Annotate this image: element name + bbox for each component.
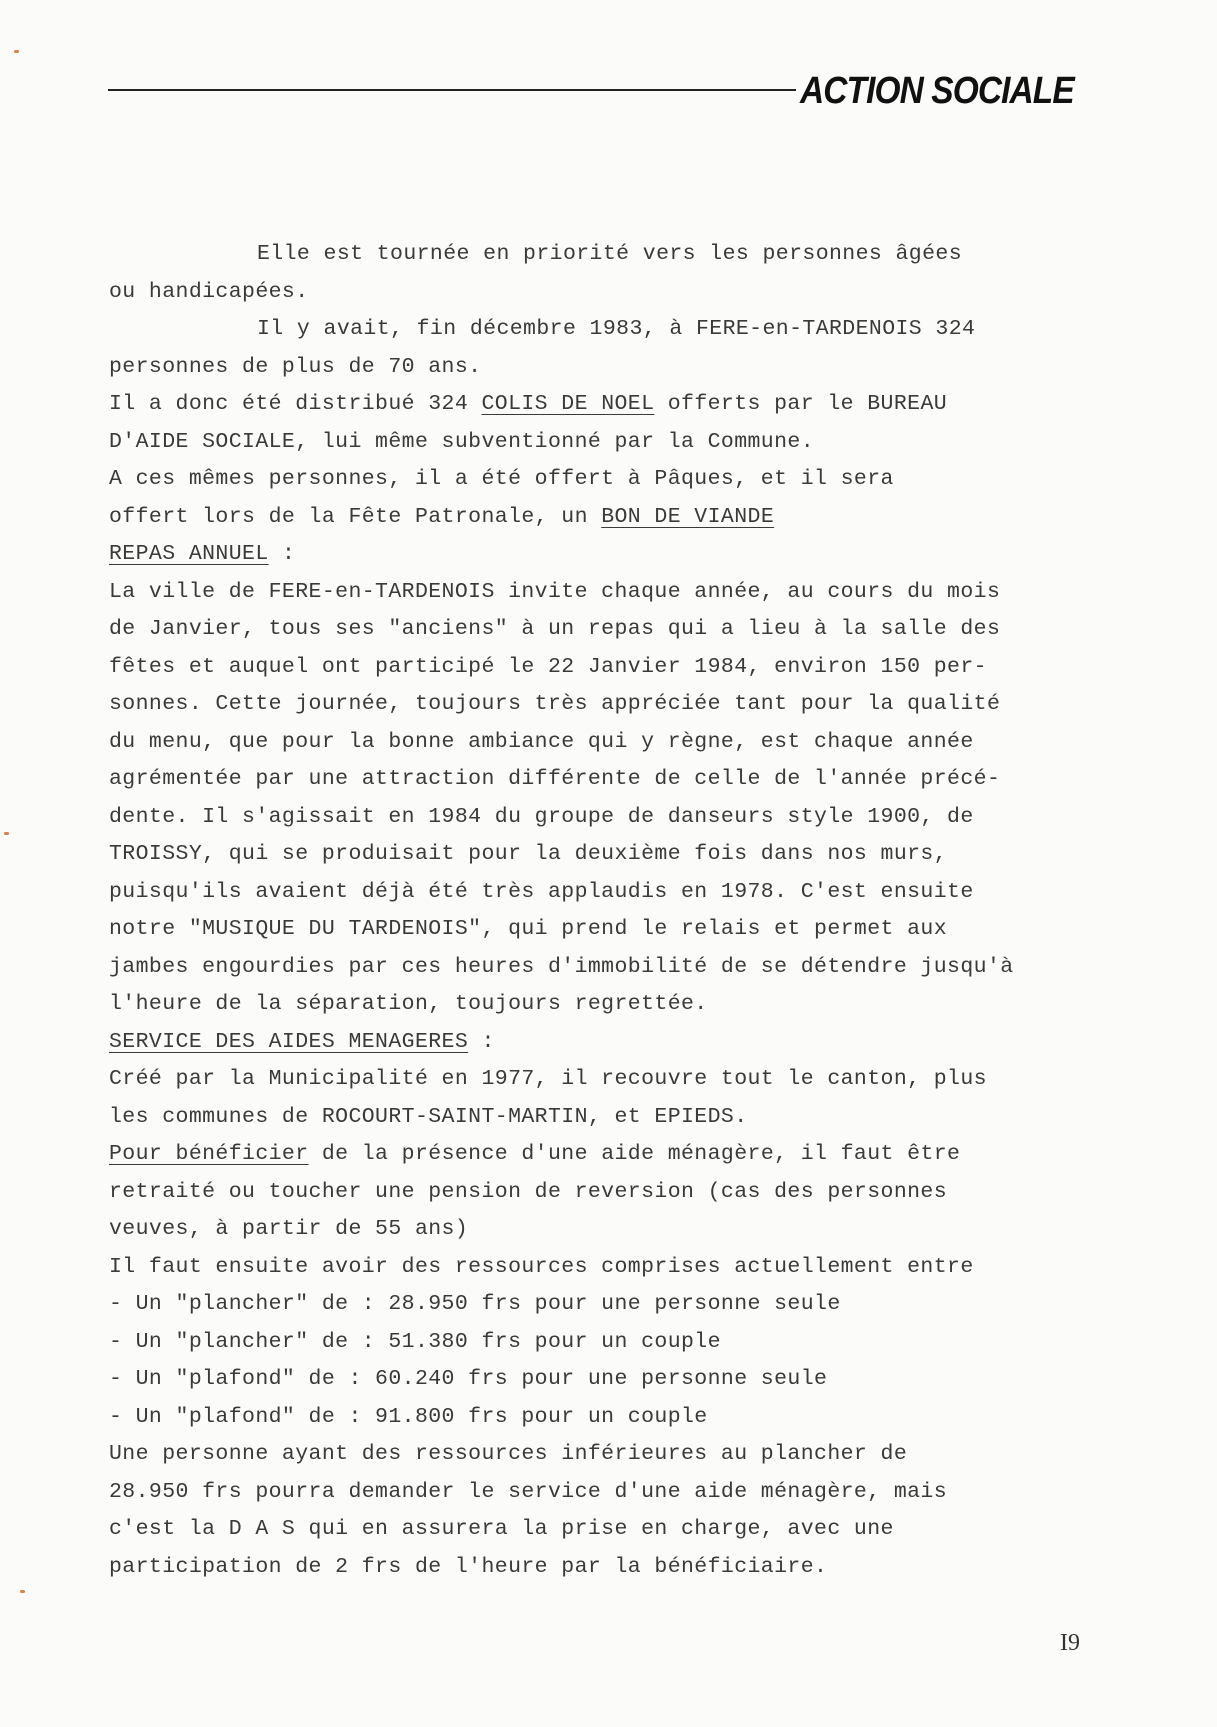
intro-line: Il y avait, fin décembre 1983, à FERE-en-TARDENOIS 324 [257, 317, 976, 341]
service-heading: SERVICE DES AIDES MENAGERES : [109, 1029, 495, 1054]
intro-line: Elle est tournée en priorité vers les personnes âgées [257, 242, 963, 266]
resource-item: - Un "plafond" de : 60.240 frs pour une personne seule [109, 1367, 828, 1391]
closing-line: 28.950 frs pourra demander le service d'une aide ménagère, mais [109, 1479, 948, 1504]
service-line: retraité ou toucher une pension de reversion (cas des personnes [109, 1179, 948, 1204]
repas-line: de Janvier, tous ses "anciens" à un repas qui a lieu à la salle des [109, 617, 1001, 641]
closing-line: Une personne ayant des ressources inférieures au plancher de [109, 1442, 908, 1466]
resource-item: - Un "plafond" de : 91.800 frs pour un couple [109, 1404, 708, 1429]
document-body [109, 236, 1139, 1586]
repas-line: fêtes et auquel ont participé le 22 Janvier 1984, environ 150 per- [109, 654, 987, 679]
service-line: Pour bénéficier de la présence d'une aide ménagère, il faut être [109, 1142, 961, 1166]
intro-line: personnes de plus de 70 ans. [109, 354, 482, 379]
closing-line: c'est la D A S qui en assurera la prise en charge, avec une [109, 1517, 894, 1541]
repas-line: dente. Il s'agissait en 1984 du groupe de danseurs style 1900, de [109, 804, 974, 829]
repas-line: l'heure de la séparation, toujours regrettée. [109, 992, 708, 1016]
repas-line: du menu, que pour la bonne ambiance qui y règne, est chaque année [109, 729, 974, 754]
resource-item: - Un "plancher" de : 51.380 frs pour un couple [109, 1329, 721, 1354]
intro-line: A ces mêmes personnes, il a été offert à Pâques, et il sera [109, 467, 894, 491]
repas-line: jambes engourdies par ces heures d'immobilité de se détendre jusqu'à [109, 954, 1014, 979]
repas-heading: REPAS ANNUEL : [109, 542, 296, 566]
repas-line: TROISSY, qui se produisait pour la deuxième fois dans nos murs, [109, 842, 948, 866]
pour-beneficier-text: Pour bénéficier [109, 1142, 309, 1166]
paper-speck [4, 832, 9, 835]
intro-line: ou handicapées. [109, 279, 309, 304]
service-line: veuves, à partir de 55 ans) [109, 1217, 469, 1241]
paper-speck [20, 1590, 25, 1593]
service-line: les communes de ROCOURT-SAINT-MARTIN, et EPIEDS. [109, 1104, 748, 1129]
repas-line: notre "MUSIQUE DU TARDENOIS", qui prend le relais et permet aux [109, 917, 948, 941]
repas-line: sonnes. Cette journée, toujours très appréciée tant pour la qualité [109, 692, 1001, 716]
repas-line: La ville de FERE-en-TARDENOIS invite chaque année, au cours du mois [109, 579, 1001, 604]
header-rule [108, 89, 796, 91]
intro-line: offert lors de la Fête Patronale, un BON DE VIANDE [109, 504, 775, 529]
intro-line: D'AIDE SOCIALE, lui même subventionné par la Commune. [109, 429, 815, 454]
service-line: Créé par la Municipalité en 1977, il recouvre tout le canton, plus [109, 1067, 987, 1091]
bon-de-viande-text: BON DE VIANDE [601, 504, 775, 529]
service-line: Il faut ensuite avoir des ressources comprises actuellement entre [109, 1254, 974, 1279]
colis-de-noel-text: COLIS DE NOEL [481, 392, 655, 416]
repas-line: puisqu'ils avaient déjà été très applaudis en 1978. C'est ensuite [109, 879, 974, 904]
resource-item: - Un "plancher" de : 28.950 frs pour une personne seule [109, 1292, 841, 1316]
page-number: I9 [1060, 1630, 1080, 1656]
closing-line: participation de 2 frs de l'heure par la bénéficiaire. [109, 1554, 828, 1579]
intro-line: Il a donc été distribué 324 COLIS DE NOEL offerts par le BUREAU [109, 392, 948, 416]
section-title: ACTION SOCIALE [800, 70, 1074, 112]
paper-speck [14, 50, 19, 53]
repas-line: agrémentée par une attraction différente de celle de l'année précé- [109, 767, 1001, 791]
